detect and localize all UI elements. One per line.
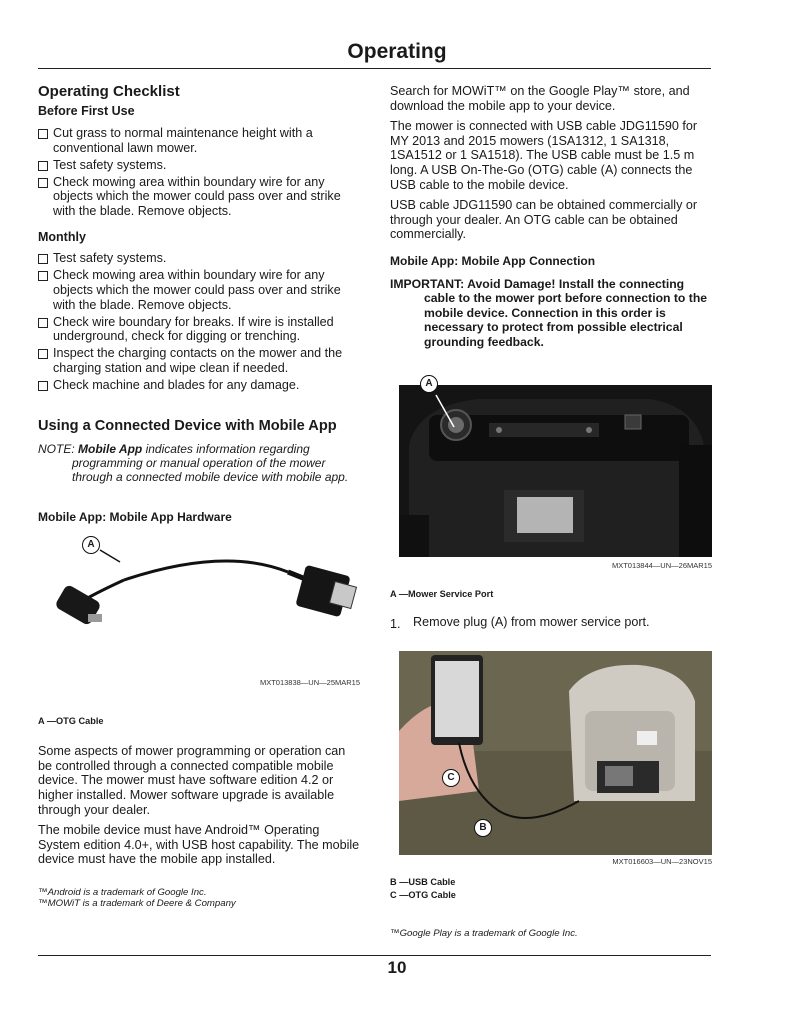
list-item: Test safety systems. [38,251,360,266]
list-item: Check mowing area within boundary wire for any objects which the mower could pass over and strike with the blade. Remove objects. [38,175,360,219]
otg-cable-illustration [38,532,360,682]
checkbox-icon [38,161,48,171]
figure-caption-b: B —USB Cable [390,876,456,887]
checkbox-icon [38,381,48,391]
note-hang: programming or manual operation of the mower through a connected mobile device with mobile app. [72,456,349,485]
list-item: Test safety systems. [38,158,360,173]
callout-a: A [82,536,100,554]
otg-cable-figure [38,532,360,712]
connected-device-photo [399,651,712,855]
footer-rule [38,955,711,956]
note-line1: indicates information regarding [142,442,310,457]
figure-caption: A —Mower Service Port [390,588,494,599]
paragraph: The mobile device must have Android™ Operating System edition 4.0+, with USB host capability. The mobile device must have the mobile app installed. [38,823,360,867]
figure-caption-c: C —OTG Cable [390,889,456,900]
list-item: Check machine and blades for any damage. [38,378,360,393]
monthly-list [38,251,360,392]
header-rule [38,68,711,69]
important-notice [390,277,712,349]
service-port-figure [390,375,712,585]
note-prefix: NOTE: [38,442,79,457]
step-1 [390,615,712,633]
trademark-android: ™Android is a trademark of Google Inc. [38,887,207,898]
checkbox-icon [38,349,48,359]
left-column [38,80,360,909]
trademark-google-play: ™Google Play is a trademark of Google Inc. [390,927,578,939]
paragraph: Some aspects of mower programming or operation can be controlled through a connected compatible mobile device. The mower must have software edition 4.2 or higher installed. Mower software upgrade is available through your dealer. [38,744,346,817]
figure-code: MXT016603—UN—23NOV15 [612,856,712,866]
leader-line [426,393,486,433]
step-number: 1. [390,616,401,631]
operating-checklist-heading: Operating Checklist [38,83,180,100]
page-number: 10 [387,958,407,977]
before-first-use-heading: Before First Use [38,104,135,118]
connection-heading: Mobile App: Mobile App Connection [390,253,596,268]
paragraph: Search for MOWiT™ on the Google Play™ store, and download the mobile app to your device. [390,84,690,113]
monthly-heading: Monthly [38,230,86,245]
important-hang: cable to the mower port before connection to the mobile device. Connection in this order is necessary to protect from possible electrical grounding feedback. [424,291,708,349]
trademark-mowit: ™MOWiT is a trademark of Deere & Company [38,898,236,909]
checkbox-icon [38,178,48,188]
list-item: Cut grass to normal maintenance height with a conventional lawn mower. [38,126,360,155]
page-title: Operating [347,40,447,63]
figure-code: MXT013838—UN—25MAR15 [259,678,360,688]
before-first-use-list [38,126,360,218]
callout-b: B [474,819,492,837]
connected-device-heading: Using a Connected Device with Mobile App [38,418,337,435]
checkbox-icon [38,318,48,328]
callout-c: C [442,769,460,787]
list-item: Inspect the charging contacts on the mower and the charging station and wipe clean if needed. [38,346,360,375]
list-item: Check mowing area within boundary wire for any objects which the mower could pass over and strike with the blade. Remove objects. [38,268,360,312]
checkbox-icon [38,254,48,264]
paragraph: The mower is connected with USB cable JDG11590 for MY 2013 and 2015 mowers (1SA1312, 1 SA1318, 1SA1512 or 1 SA1518). The USB cable must be 1.5 m long. A USB On-The-Go (OTG) cable (A) connects the USB cable to the mobile device. [390,119,698,192]
list-item: Check wire boundary for breaks. If wire is installed underground, check for digging or trenching. [38,315,360,344]
important-line1: IMPORTANT: Avoid Damage! Install the connecting [390,276,685,291]
checkbox-icon [38,129,48,139]
connected-device-figure [390,651,712,873]
callout-a: A [420,375,438,393]
figure-caption: A —OTG Cable [38,716,104,727]
paragraph: USB cable JDG11590 can be obtained commercially or through your dealer. An OTG cable can be obtained commercially. [390,198,698,242]
right-column [390,80,712,939]
note-block [38,442,360,484]
step-text: Remove plug (A) from mower service port. [413,614,650,629]
note-bold: Mobile App [78,442,143,457]
figure-code: MXT013844—UN—26MAR15 [611,560,712,570]
hardware-heading: Mobile App: Mobile App Hardware [38,510,232,525]
mower-lawn-illustration [399,651,712,855]
checkbox-icon [38,271,48,281]
